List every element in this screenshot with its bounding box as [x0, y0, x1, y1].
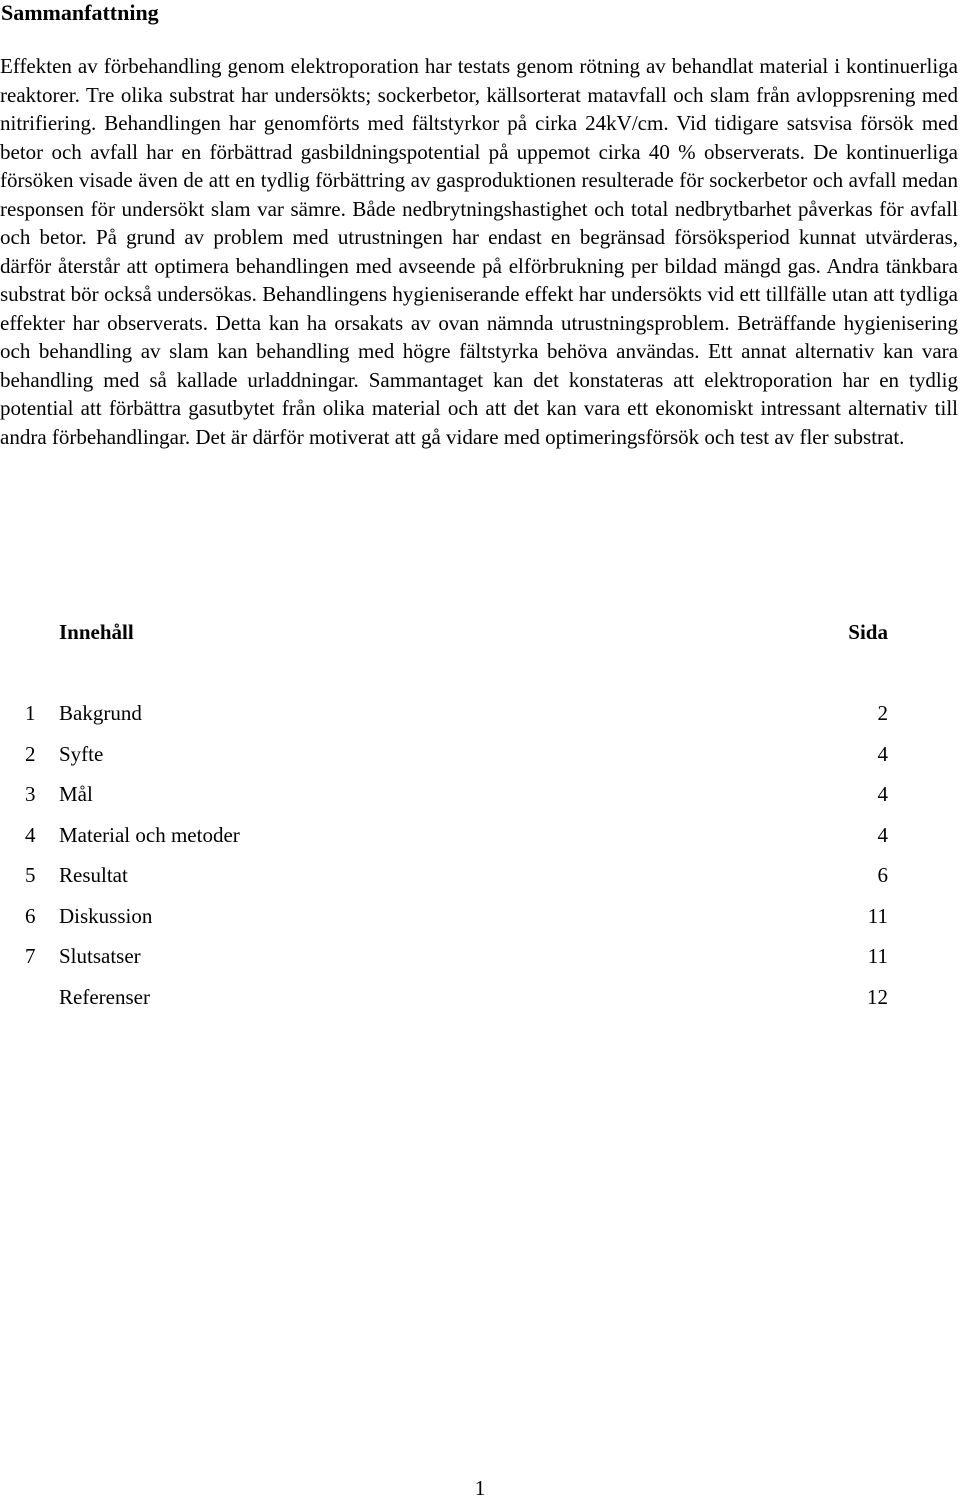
toc-item-page: 2 — [877, 701, 888, 725]
toc-item-title: Bakgrund — [59, 701, 142, 725]
toc-item-title: Diskussion — [59, 904, 153, 928]
toc-row — [0, 700, 960, 726]
toc-item-number: 2 — [25, 742, 36, 766]
toc-row — [0, 741, 960, 767]
toc-row — [0, 781, 960, 807]
section-heading: Sammanfattning — [1, 0, 159, 25]
toc-item-page: 4 — [877, 823, 888, 847]
toc-item-number: 5 — [25, 863, 36, 887]
toc-item-title: Referenser — [59, 985, 150, 1009]
toc-item-page: 6 — [877, 863, 888, 887]
toc-row — [0, 903, 960, 929]
page-number: 1 — [474, 1476, 486, 1500]
toc-header-label: Innehåll — [59, 620, 134, 644]
abstract-paragraph: Effekten av förbehandling genom elektroporation har testats genom rötning av behandlat material i kontinuerliga reaktorer. Tre olika substrat har undersökts; sockerbetor, källsorterat matavfall och slam från avloppsrening med nitrifiering. Behandlingen har genomförts med fältstyrkor på cirka 24kV/cm. Vid tidigare satsvisa försök med betor och avfall har en förbättrad gasbildningspotential på uppemot cirka 40 % observerats. De kontinuerliga försöken visade även de att en tydlig förbättring av gasproduktionen resulterade för sockerbetor och avfall medan responsen för undersökt slam var sämre. Både nedbrytningshastighet och total nedbrytbarhet påverkas för avfall och betor. På grund av problem med utrustningen har endast en begränsad försöksperiod kunnat utvärderas, därför återstår att optimera behandlingen med avseende på elförbrukning per bildad mängd gas. Andra tänkbara substrat bör också undersökas. Behandlingens hygieniserande effekt har undersökts vid ett tillfälle utan att tydliga effekter har observerats. Detta kan ha orsakats av ovan nämnda utrustningsproblem. Beträffande hygienisering och behandling av slam kan behandling med högre fältstyrka behöva användas. Ett annat alternativ kan vara behandling med så kallade urladdningar. Sammantaget kan det konstateras att elektroporation har en tydlig potential att förbättra gasutbytet från olika material och att det kan vara ett ekonomiskt intressant alternativ till andra förbehandlingar. Det är därför motiverat att gå vidare med optimeringsförsök och test av fler substrat. — [0, 54, 958, 449]
toc-item-page: 4 — [877, 742, 888, 766]
toc-row — [0, 943, 960, 969]
toc-item-page: 12 — [867, 985, 888, 1009]
toc-item-title: Syfte — [59, 742, 104, 766]
toc-item-page: 11 — [867, 944, 888, 968]
toc-row — [0, 822, 960, 848]
toc-header-page: Sida — [848, 620, 888, 644]
toc-item-title: Mål — [59, 782, 93, 806]
toc-item-number: 1 — [25, 701, 36, 725]
toc-item-page: 11 — [867, 904, 888, 928]
toc-row — [0, 862, 960, 888]
toc-item-title: Slutsatser — [59, 944, 141, 968]
toc-item-number: 6 — [25, 904, 36, 928]
toc-item-number: 7 — [25, 944, 36, 968]
toc-item-title: Material och metoder — [59, 823, 240, 847]
toc-item-title: Resultat — [59, 863, 128, 887]
toc-item-number: 4 — [25, 823, 36, 847]
toc-item-number: 3 — [25, 782, 36, 806]
toc-item-page: 4 — [877, 782, 888, 806]
toc-row — [0, 984, 960, 1010]
